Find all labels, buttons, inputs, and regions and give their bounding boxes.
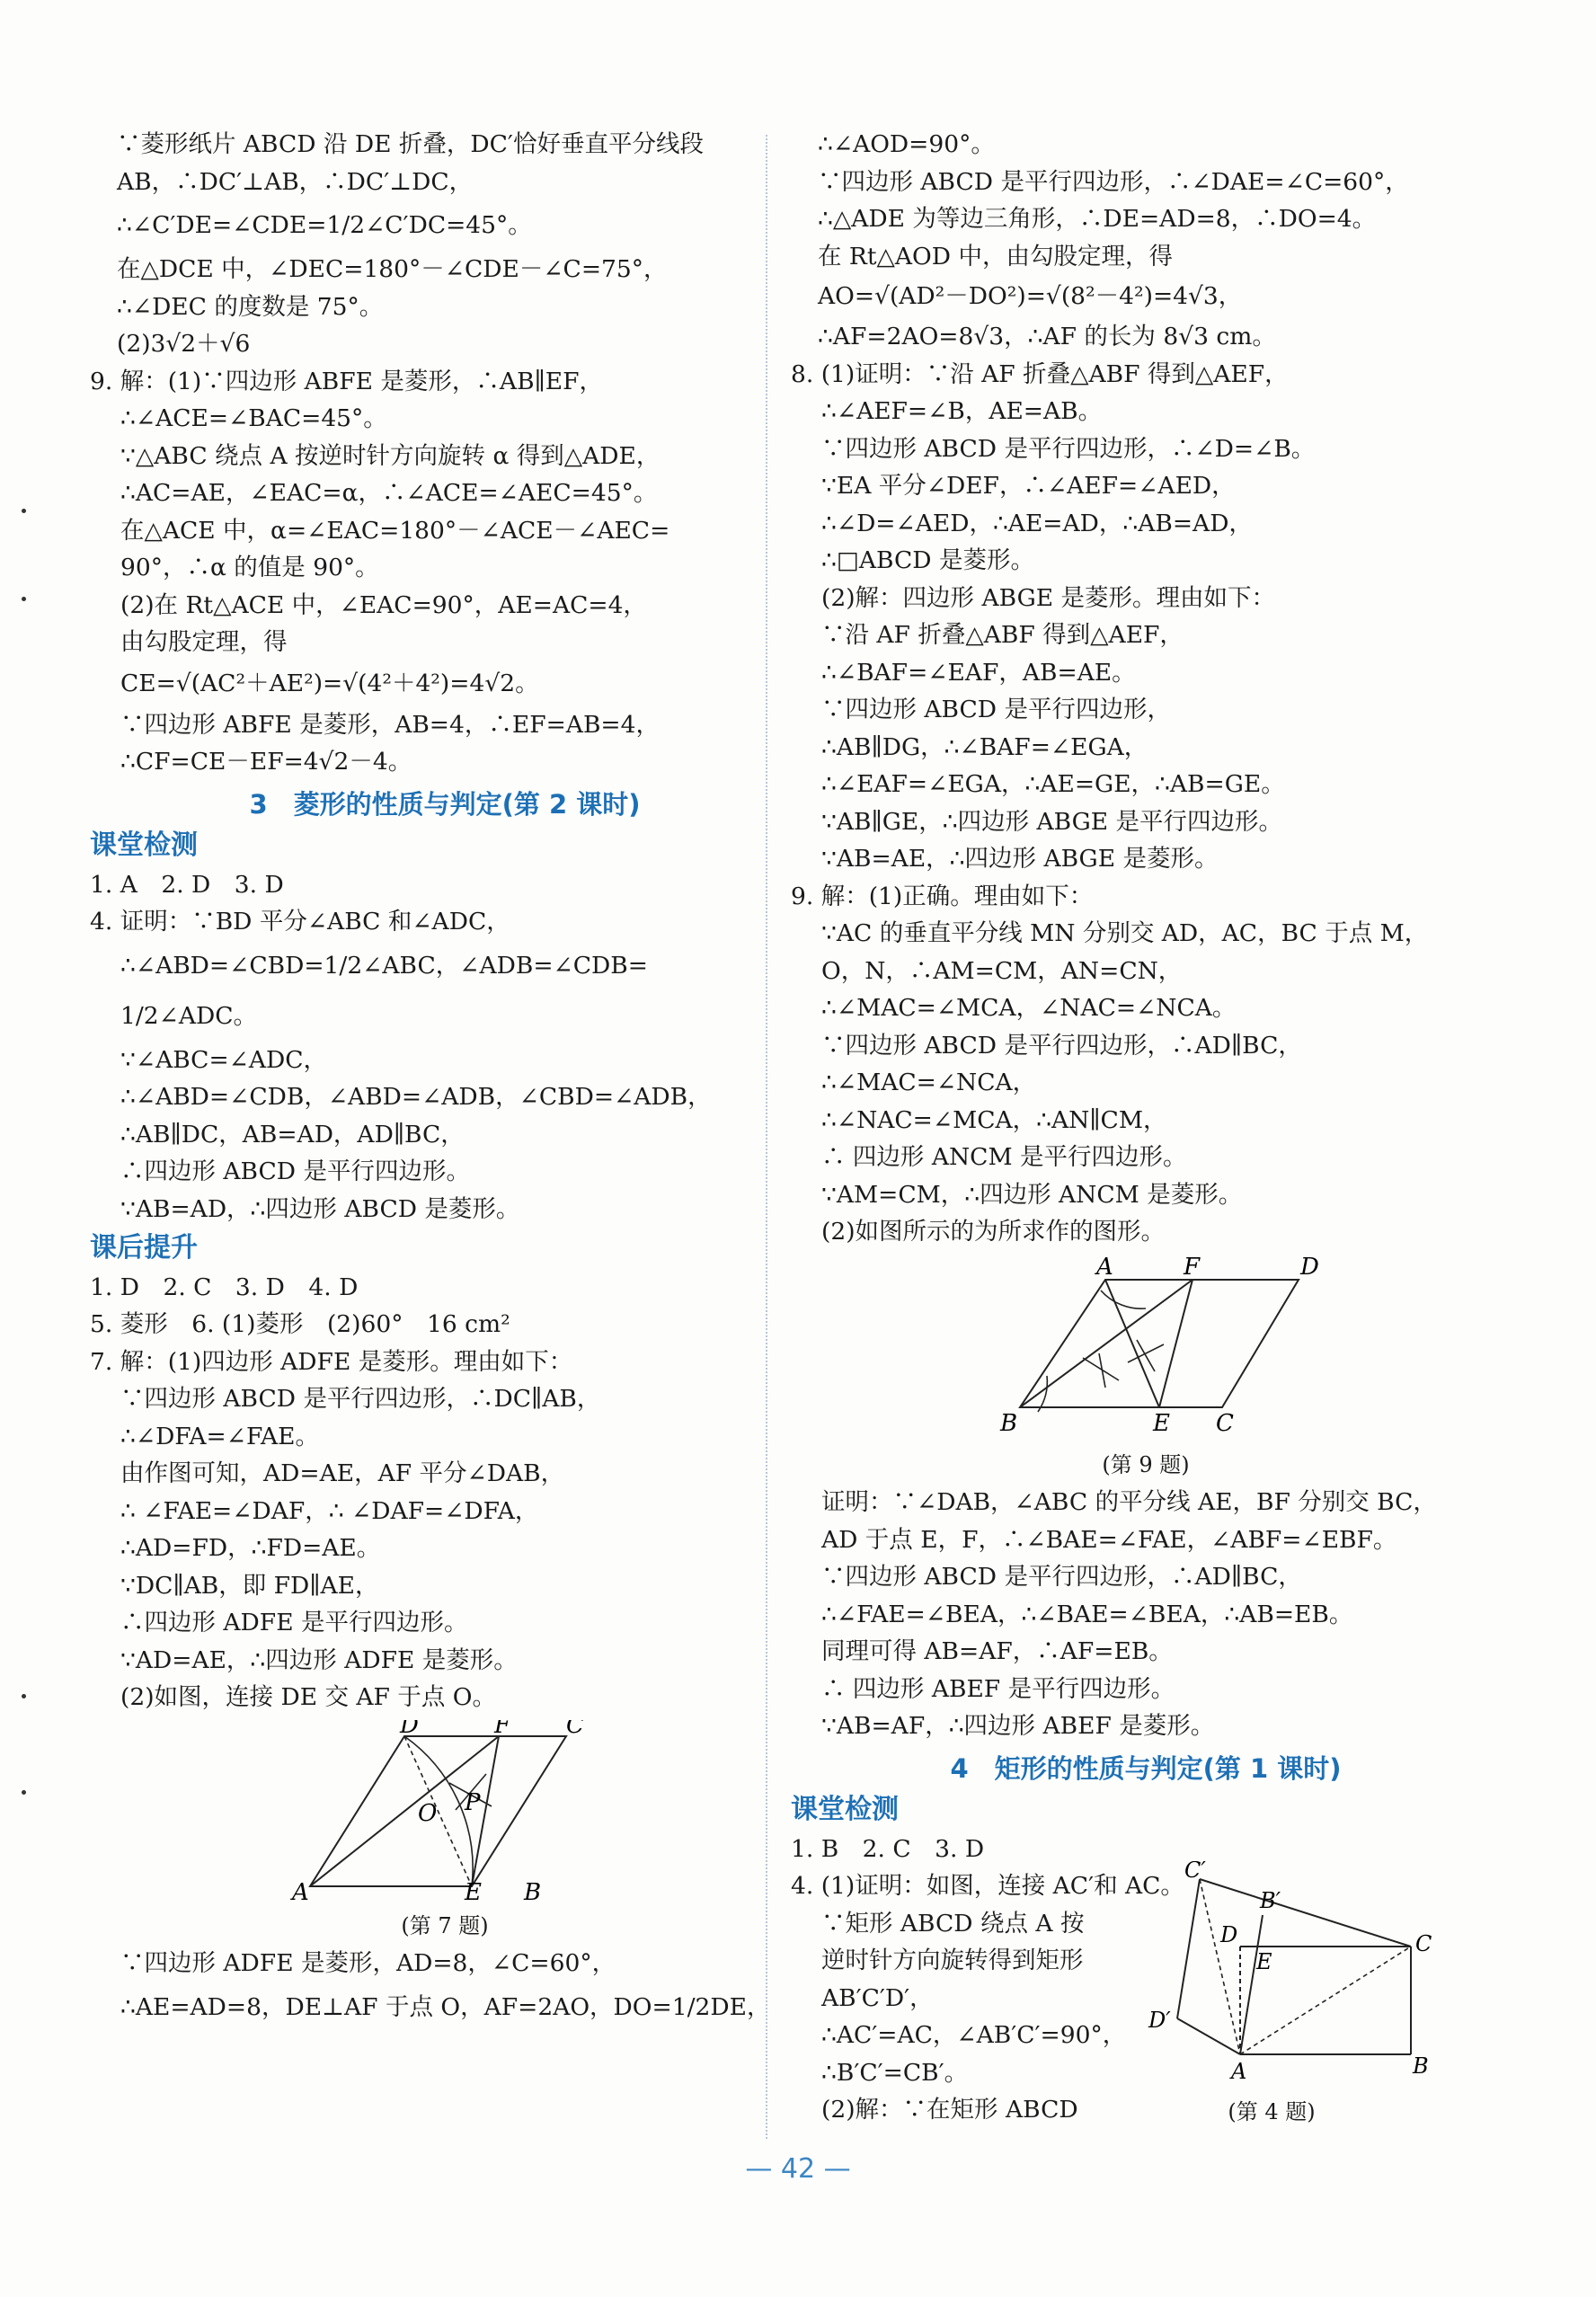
text-line: ∴∠AOD=90°。 (818, 130, 995, 158)
text-line: ∴ ∠FAE=∠DAF，∴ ∠DAF=∠DFA， (120, 1496, 539, 1525)
label-A: A (292, 1878, 309, 1900)
heading: 课后提升 (90, 1232, 198, 1264)
heading: 课堂检测 (791, 1794, 899, 1825)
text-line: ∵四边形 ABCD 是平行四边形，∴DC∥AB， (120, 1385, 601, 1413)
margin-dot (22, 509, 26, 513)
text-line: ∵四边形 ABCD 是平行四边形，∴∠DAE=∠C=60°， (818, 167, 1409, 196)
text-line: ∵沿 AF 折叠△ABF 得到△AEF， (821, 621, 1184, 649)
text-line: 7. 解：(1)四边形 ADFE 是菱形。理由如下： (90, 1347, 573, 1376)
text-line: ∵∠ABC=∠ADC， (120, 1045, 328, 1074)
text-line: ∵菱形纸片 ABCD 沿 DE 折叠，DC′恰好垂直平分线段 (117, 130, 704, 158)
text-line: ∴ 四边形 ABEF 是平行四边形。 (821, 1674, 1175, 1703)
label-D: D (1300, 1254, 1319, 1281)
label-E: E (1256, 1948, 1272, 1974)
text-line: ∴∠ABD=∠CDB，∠ABD=∠ADB，∠CBD=∠ADB， (120, 1083, 712, 1111)
text-line: 由勾股定理，得 (120, 628, 288, 656)
text-line: 90°，∴α 的值是 90°。 (120, 554, 379, 581)
text-line: (2)解：四边形 ABGE 是菱形。理由如下： (821, 583, 1276, 612)
page-number: — 42 — (745, 2153, 851, 2185)
text-line: ∴∠MAC=∠MCA，∠NAC=∠NCA。 (821, 994, 1237, 1022)
text-line: ∴B′C′=CB′。 (821, 2058, 969, 2087)
text-line: ∵四边形 ABFE 是菱形，AB=4，∴EF=AB=4， (120, 710, 660, 739)
text-line: ∵四边形 ABCD 是平行四边形，∴AD∥BC， (821, 1031, 1302, 1060)
text-line: (2)在 Rt△ACE 中，∠EAC=90°，AE=AC=4， (120, 590, 647, 619)
text-line: ∴∠FAE=∠BEA，∴∠BAE=∠BEA，∴AB=EB。 (821, 1600, 1353, 1628)
right-column (791, 126, 1501, 2129)
text-line: (2)如图所示的为所求作的图形。 (821, 1218, 1166, 1246)
text-line: ∴△ADE 为等边三角形，∴DE=AD=8，∴DO=4。 (818, 205, 1377, 233)
text-line: 9. 解：(1)正确。理由如下： (791, 882, 1094, 910)
label-D-prime: D′ (1148, 2007, 1171, 2033)
label-C-prime: C′ (1184, 1860, 1206, 1883)
text-line: ∴∠ABD=∠CBD=1/2∠ABC，∠ADB=∠CDB= (120, 951, 648, 980)
text-line: ∴∠EAF=∠EGA，∴AE=GE，∴AB=GE。 (821, 770, 1285, 798)
section-title: 4 矩形的性质与判定(第 1 课时) (950, 1752, 1342, 1784)
text-line: ∵△ABC 绕点 A 按逆时针方向旋转 α 得到△ADE， (120, 441, 661, 470)
text-line: CE=√(AC²＋AE²)=√(4²＋4²)=4√2。 (120, 669, 539, 697)
text-line: ∴CF=CE－EF=4√2－4。 (120, 748, 412, 776)
text-line: (2)3√2＋√6 (117, 330, 251, 358)
text-line: (2)解：∵在矩形 ABCD (821, 2096, 1078, 2124)
figure-7 (90, 1720, 800, 1942)
text-line: 由作图可知，AD=AE，AF 平分∠DAB， (120, 1459, 565, 1487)
text-line: ∴∠MAC=∠NCA， (821, 1069, 1037, 1096)
text-line: ∴AF=2AO=8√3，∴AF 的长为 8√3 cm。 (818, 323, 1276, 350)
label-E: E (465, 1878, 482, 1900)
left-column (90, 126, 800, 2033)
text-line: ∵四边形 ABCD 是平行四边形，∴AD∥BC， (821, 1563, 1302, 1591)
text-line: ∴AC=AE，∠EAC=α，∴∠ACE=∠AEC=45°。 (120, 479, 658, 507)
label-C: C (566, 1719, 584, 1739)
text-line: 证明：∵∠DAB，∠ABC 的平分线 AE，BF 分别交 BC， (821, 1488, 1437, 1516)
text-line: ∴四边形 ABCD 是平行四边形。 (120, 1157, 470, 1185)
label-D: D (1220, 1921, 1238, 1947)
figure-caption: (第 4 题) (1228, 2099, 1316, 2124)
label-A: A (1231, 2058, 1247, 2084)
text-line: 在△DCE 中，∠DEC=180°－∠CDE－∠C=75°， (117, 255, 668, 283)
text-line: ∴AE=AD=8，DE⊥AF 于点 O，AF=2AO，DO=1/2DE， (120, 1992, 771, 2021)
label-B: B (1000, 1409, 1018, 1437)
label-P: P (465, 1788, 481, 1816)
text-line: ∵矩形 ABCD 绕点 A 按 (821, 1909, 1085, 1938)
label-E: E (1153, 1409, 1170, 1437)
text-line: (2)如图，连接 DE 交 AF 于点 O。 (120, 1683, 496, 1711)
text-line: ∴∠DEC 的度数是 75°。 (117, 292, 384, 321)
label-B: B (524, 1878, 542, 1900)
margin-dot (22, 1694, 26, 1698)
text-line: 在△ACE 中，α=∠EAC=180°－∠ACE－∠AEC= (120, 516, 670, 545)
label-F: F (494, 1719, 511, 1739)
text-line: ∵AB=AE，∴四边形 ABGE 是菱形。 (821, 845, 1219, 873)
text-line: AB′C′D′， (821, 1983, 934, 2012)
text-line: 逆时针方向旋转得到矩形 (821, 1947, 1084, 1974)
text-line: ∴AC′=AC，∠AB′C′=90°， (821, 2021, 1127, 2049)
text-line: ∵四边形 ABCD 是平行四边形，∴∠D=∠B。 (821, 434, 1316, 463)
text-line: ∴AB∥DG，∴∠BAF=∠EGA， (821, 732, 1148, 761)
text-line: ∴∠C′DE=∠CDE=1/2∠C′DC=45°。 (117, 211, 532, 239)
text-line: ∴ 四边形 ANCM 是平行四边形。 (821, 1143, 1187, 1171)
text-line: AO=√(AD²－DO²)=√(8²－4²)=4√3， (818, 282, 1243, 310)
text-line: ∵四边形 ADFE 是菱形，AD=8，∠C=60°， (120, 1949, 616, 1977)
text-line: AD 于点 E，F，∴∠BAE=∠FAE，∠ABF=∠EBF。 (821, 1525, 1397, 1554)
text-line: 1. A 2. D 3. D (90, 870, 284, 899)
text-line: 同理可得 AB=AF，∴AF=EB。 (821, 1637, 1173, 1665)
figure-caption: (第 7 题) (401, 1913, 489, 1938)
text-line: ∵AB=AD，∴四边形 ABCD 是菱形。 (120, 1194, 520, 1223)
figure-9 (791, 1255, 1501, 1481)
text-line: 9. 解：(1)∵四边形 ABFE 是菱形，∴AB∥EF， (90, 367, 604, 395)
text-line: 5. 菱形 6. (1)菱形 (2)60° 16 cm² (90, 1310, 510, 1338)
text-line: ∴□ABCD 是菱形。 (821, 546, 1034, 574)
margin-dot (22, 597, 26, 601)
label-D: D (400, 1719, 419, 1739)
text-line: ∵AM=CM，∴四边形 ANCM 是菱形。 (821, 1180, 1243, 1209)
label-O: O (418, 1799, 438, 1827)
text-line: ∵AB=AF，∴四边形 ABEF 是菱形。 (821, 1712, 1215, 1740)
text-line: ∴四边形 ADFE 是平行四边形。 (120, 1609, 468, 1636)
text-line: 8. (1)证明：∵沿 AF 折叠△ABF 得到△AEF， (791, 359, 1289, 388)
figure-4 (1141, 1861, 1438, 2128)
label-B-prime: B′ (1260, 1887, 1281, 1913)
text-line: ∴∠BAF=∠EAF，AB=AE。 (821, 658, 1136, 687)
figure-4-diagram (1141, 1861, 1438, 2086)
text-line: 1. B 2. C 3. D (791, 1834, 985, 1863)
section-title: 3 菱形的性质与判定(第 2 课时) (249, 788, 641, 820)
text-line: ∵AD=AE，∴四边形 ADFE 是菱形。 (120, 1645, 518, 1674)
label-C: C (1216, 1409, 1234, 1437)
text-line: 4. 证明：∵BD 平分∠ABC 和∠ADC， (90, 908, 510, 936)
text-line: ∴∠ACE=∠BAC=45°。 (120, 404, 387, 432)
text-line: 1/2∠ADC。 (120, 1001, 258, 1030)
text-line: ∴∠NAC=∠MCA，∴AN∥CM， (821, 1105, 1167, 1134)
text-line: ∵AB∥GE，∴四边形 ABGE 是平行四边形。 (821, 807, 1283, 836)
text-line: ∵EA 平分∠DEF，∴∠AEF=∠AED， (821, 472, 1236, 500)
text-line: AB，∴DC′⊥AB，∴DC′⊥DC， (117, 167, 474, 196)
label-C: C (1415, 1930, 1432, 1956)
text-line: 在 Rt△AOD 中，由勾股定理，得 (818, 242, 1173, 270)
text-line: 1. D 2. C 3. D 4. D (90, 1273, 359, 1301)
heading: 课堂检测 (90, 829, 198, 861)
text-line: ∵DC∥AB，即 FD∥AE， (120, 1571, 379, 1600)
label-A: A (1096, 1254, 1113, 1281)
text-line: ∴∠DFA=∠FAE。 (120, 1422, 320, 1450)
margin-dot (22, 1790, 26, 1795)
figure-caption: (第 9 题) (1102, 1452, 1190, 1477)
text-line: ∴AD=FD，∴FD=AE。 (120, 1534, 381, 1562)
text-line: ∴∠D=∠AED，∴AE=AD，∴AB=AD， (821, 509, 1253, 537)
text-line: ∴∠AEF=∠B，AE=AB。 (821, 397, 1103, 425)
text-line: ∴AB∥DC，AB=AD，AD∥BC， (120, 1120, 465, 1148)
text-line: ∵AC 的垂直平分线 MN 分别交 AD，AC，BC 于点 M， (821, 919, 1429, 947)
text-line: 4. (1)证明：如图，连接 AC′和 AC。 (791, 1872, 1184, 1900)
label-B: B (1413, 2053, 1429, 2079)
figure-9-diagram (948, 1255, 1343, 1439)
figure-7-diagram (256, 1720, 634, 1900)
text-line: O，N，∴AM=CM，AN=CN， (821, 956, 1183, 985)
text-line: ∵四边形 ABCD 是平行四边形， (821, 696, 1171, 723)
label-F: F (1184, 1254, 1201, 1281)
